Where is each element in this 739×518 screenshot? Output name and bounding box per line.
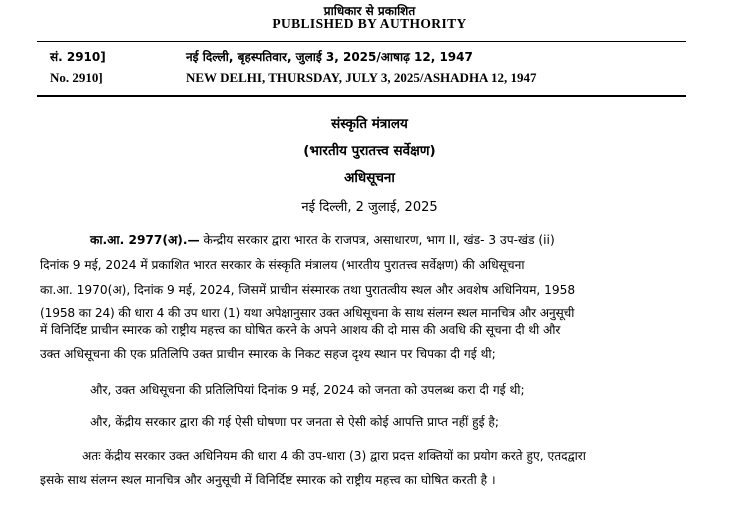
dateline-hindi: नई दिल्ली, बृहस्पतिवार, जुलाई 3, 2025/आषाढ़ 12, 1947	[186, 50, 473, 64]
paragraph-line: और, उक्त अधिसूचना की प्रतिलिपियां दिनांक 9 मई, 2024 को जनता को उपलब्ध करा दी गई थी;	[90, 383, 525, 397]
paragraph-line: उक्त अधिसूचना की एक प्रतिलिपि उक्त प्राचीन स्मारक के निकट सहज दृश्य स्थान पर चिपका दी गई थी;	[40, 347, 496, 361]
authority-english: PUBLISHED BY AUTHORITY	[272, 16, 467, 31]
paragraph-line: (1958 का 24) की धारा 4 की उप धारा (1) यथा अपेक्षानुसार उक्त अधिसूचना के साथ संलग्न स्थल मानचित्र और अनुसूची	[40, 306, 575, 320]
paragraph-line: अतः केंद्रीय सरकार उक्त अधिनियम की धारा 4 की उप-धारा (3) द्वारा प्रदत्त शक्तियों का प्रयोग करते हुए, एतदद्वारा	[82, 449, 586, 463]
header-bottom-rule	[37, 95, 686, 97]
paragraph-line: का.आ. 1970(अ), दिनांक 9 मई, 2024, जिसमें प्राचीन संस्मारक तथा पुरातत्वीय स्थल और अवशेष अधिनियम, 1958	[40, 283, 576, 297]
ministry-title: संस्कृति मंत्रालय	[331, 116, 408, 132]
paragraph-line: दिनांक 9 मई, 2024 में प्रकाशित भारत सरकार के संस्कृति मंत्रालय (भारतीय पुरातत्त्व सर्वेक्षण) की अधिसूचना	[40, 258, 525, 272]
place-date: नई दिल्ली, 2 जुलाई, 2025	[301, 200, 438, 215]
paragraph-text: केन्द्रीय सरकार द्वारा भारत के राजपत्र, असाधारण, भाग II, खंड- 3 उप-खंड (ii)	[199, 233, 555, 247]
authority-hindi: प्राधिकार से प्रकाशित	[323, 4, 416, 18]
paragraph-line: में विनिर्दिष्ट प्राचीन स्मारक को राष्ट्रीय महत्त्व का घोषित करने के अपने आशय की दो मास की अवधि की सूचना दी थी और	[40, 323, 561, 337]
header-top-rule	[37, 41, 686, 42]
issue-number-english: No. 2910]	[50, 70, 103, 85]
order-reference: का.आ. 2977(अ).—	[90, 233, 200, 247]
issue-number-hindi: सं. 2910]	[50, 50, 106, 64]
department-title: (भारतीय पुरातत्त्व सर्वेक्षण)	[303, 143, 436, 159]
dateline-english: NEW DELHI, THURSDAY, JULY 3, 2025/ASHADHA 12, 1947	[186, 70, 537, 85]
notice-heading: अधिसूचना	[344, 170, 395, 186]
paragraph-line: इसके साथ संलग्न स्थल मानचित्र और अनुसूची में विनिर्दिष्ट स्मारक को राष्ट्रीय महत्त्व का घोषित करती है ।	[40, 473, 496, 487]
paragraph-line: और, केंद्रीय सरकार द्वारा की गई ऐसी घोषणा पर जनता से ऐसी कोई आपत्ति प्राप्त नहीं हुई है;	[90, 415, 500, 429]
paragraph-line	[90, 232, 677, 248]
